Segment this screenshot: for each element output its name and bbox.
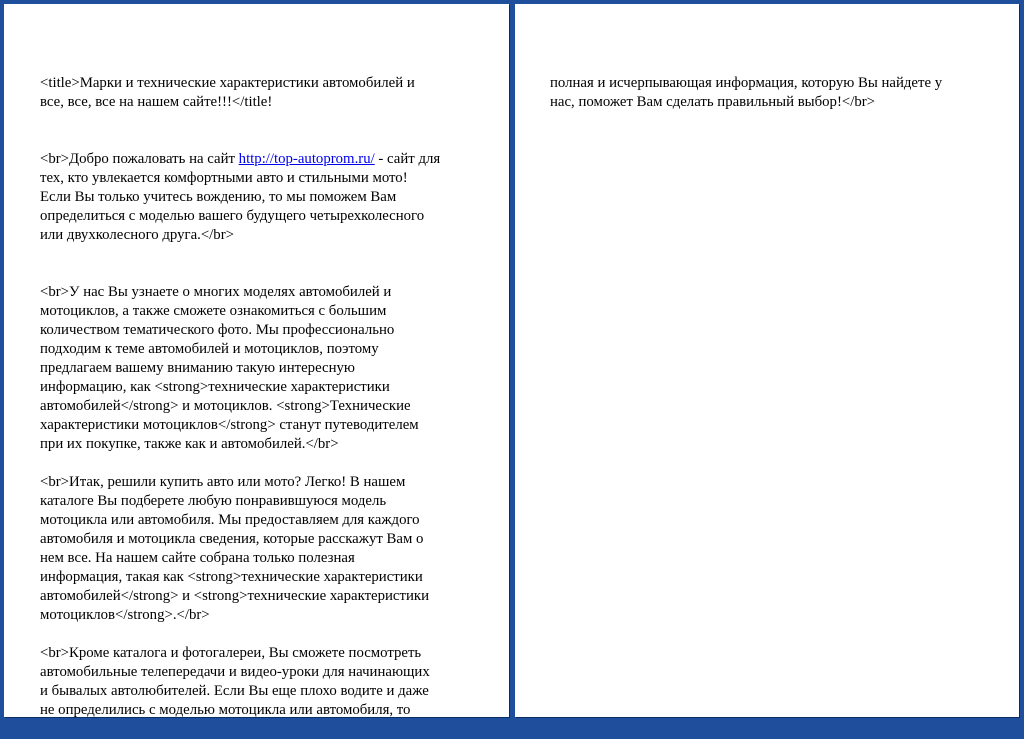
page-1-text [40,55,480,739]
paragraph-title: <title>Марки и технические характеристики автомобилей и все, все, все на нашем сайте!!!</title! [40,75,415,110]
document-page-1 [4,4,509,717]
welcome-text-start: <br>Добро пожаловать на сайт [40,151,239,167]
site-link[interactable]: http://top-autoprom.ru/ [238,151,375,167]
paragraph-catalog: <br>Итак, решили купить авто или мото? Легко! В нашем каталоге Вы подберете любую понравившуюся модель мотоцикла или автомобиля. Мы предоставляем для каждого автомобиля и мотоцикла сведения, которые расскажут Вам о нем все. На нашем сайте собрана только полезная информация, такая как <strong>технические характеристики автомобилей</strong> и <strong>технические характеристики мотоциклов</strong>.</br> [40,474,429,623]
paragraph-continuation: полная и исчерпывающая информация, которую Вы найдете у нас, поможет Вам сделать правильный выбор!</br> [550,75,943,110]
document-page-2 [515,4,1019,717]
page-2-text [550,55,990,131]
paragraph-welcome [40,150,480,245]
paragraph-models: <br>У нас Вы узнаете о многих моделях автомобилей и мотоциклов, а также сможете ознакомиться с большим количеством тематического фото. Мы профессионально подходим к теме автомобилей и мотоциклов, поэтому предлагаем вашему вниманию такую интересную информацию, как <strong>технические характеристики автомобилей</strong> и мотоциклов. <strong>Технические характеристики мотоциклов</strong> станут путеводителем при их покупке, также как и автомобилей.</br> [40,284,419,452]
welcome-text-end: - сайт для тех, кто увлекается комфортными авто и стильными мото! Если Вы только учитесь вождению, то мы поможем Вам определиться с моделью вашего будущего четырехколесного или двухколесного друга.</br> [40,151,441,243]
paragraph-gallery: <br>Кроме каталога и фотогалереи, Вы сможете посмотреть автомобильные телепередачи и видео-уроки для начинающих и бывалых автолюбителей. Если Вы еще плохо водите и даже не определились с моделью мотоцикла или автомобиля, то [40,645,430,718]
